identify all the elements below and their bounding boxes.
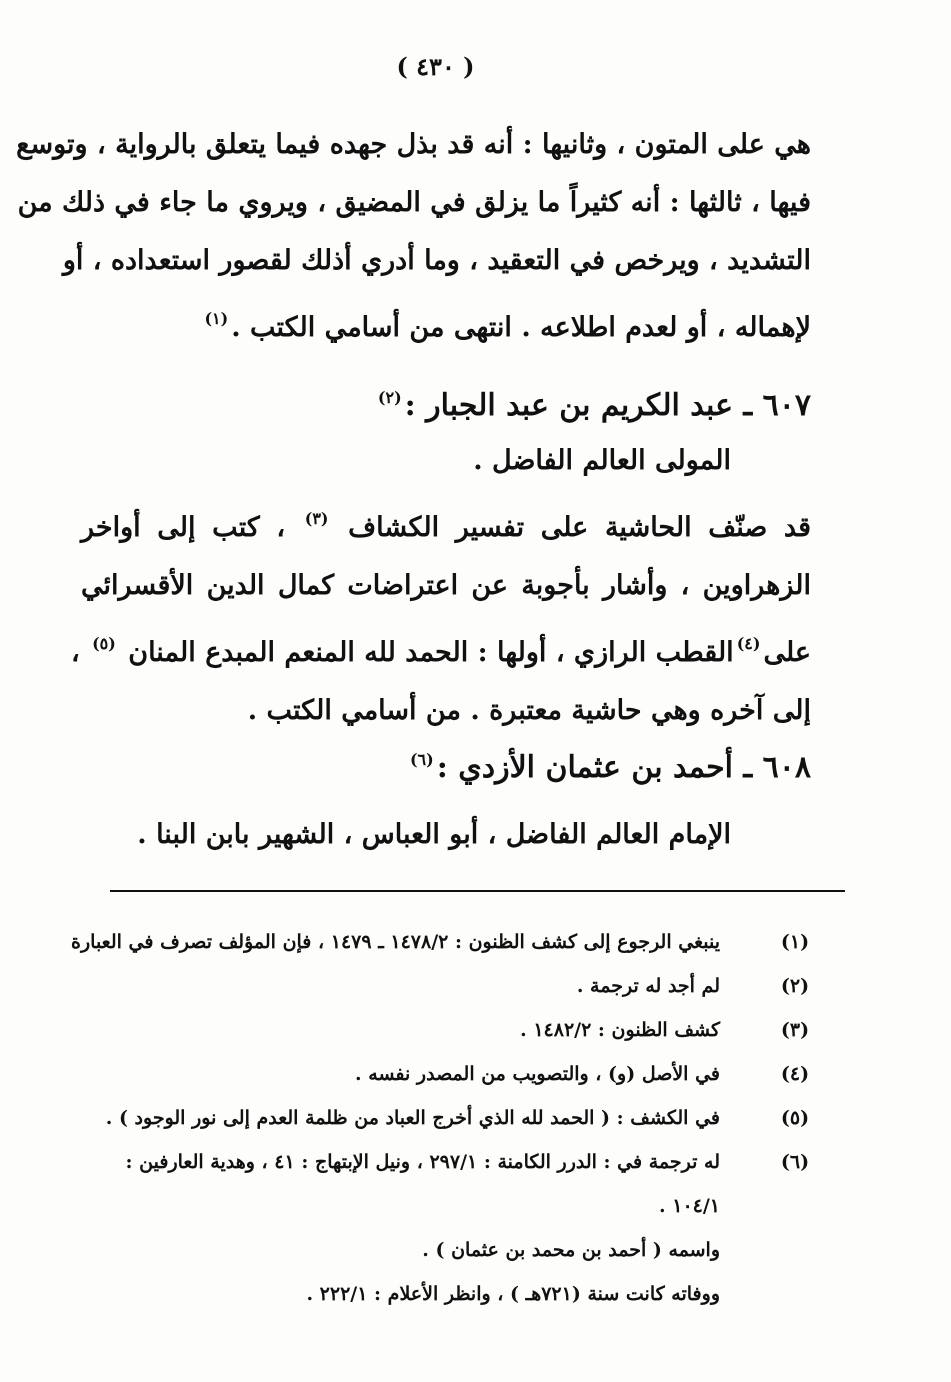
footnote-number: (٦) (780, 1151, 810, 1173)
footnote-text: كشف الظنون : ١٤٨٢/٢ . (520, 1019, 720, 1041)
footnote-divider (110, 890, 845, 892)
footnote-continuation: ووفاته كانت سنة (٧٢١هـ ) ، وانظر الأعلام : ٢٢٢/١ . (306, 1283, 720, 1305)
footnote-continuation: ١٠٤/١ . (659, 1195, 720, 1217)
intro-line: التشديد ، ويرخص في التعقيد ، وما أدري أذلك لقصور استعداده ، أو (62, 245, 811, 276)
footnote-item (55, 1096, 815, 1140)
entry-607-line: إلى آخره وهي حاشية معتبرة . من أسامي الكتب . (247, 695, 811, 726)
footnote-ref: (٥) (92, 634, 116, 653)
footnote-ref: (٢) (377, 388, 402, 407)
footnotes (55, 920, 815, 1316)
entry-607-line: قد صنّف الحاشية على تفسير الكشاف $^{(٣)}$ ، كتب إلى أواخر (81, 509, 812, 543)
footnote-ref: (٣) (304, 509, 329, 528)
footnote-ref: (٤) (736, 634, 761, 653)
footnote-item (55, 920, 815, 964)
footnote-continuation: واسمه ( أحمد بن محمد بن عثمان ) . (422, 1239, 720, 1261)
footnote-number: (٢) (780, 975, 810, 997)
entry-608-body (81, 806, 811, 864)
intro-paragraph (16, 116, 811, 357)
footnote-number: (٥) (780, 1107, 810, 1129)
entry-607-line: الزهراوين ، وأشار بأجوبة عن اعتراضات كمال الدين الأقسرائي (81, 570, 811, 601)
footnote-ref: (٦) (409, 750, 434, 769)
entry-608-heading (407, 750, 811, 785)
intro-line-last (81, 290, 811, 357)
intro-line: هي على المتون ، وثانيها : أنه قد بذل جهده فيما يتعلق بالرواية ، وتوسع (16, 129, 811, 160)
footnote-text: لم أجد له ترجمة . (576, 975, 720, 997)
footnote-text: ينبغي الرجوع إلى كشف الظنون : ١٤٧٨/٢ ـ ١٤٧٩ ، فإن المؤلف تصرف في العبارة (71, 931, 720, 953)
footnote-ref: (١) (204, 309, 229, 328)
footnote-item (55, 964, 815, 1008)
entry-608-line: الإمام العالم الفاضل ، أبو العباس ، الشهير بابن البنا . (137, 819, 731, 850)
entry-607-title: ٦٠٧ ـ عبد الكريم بن عبد الجبار : (404, 388, 811, 423)
entry-607-line: على$^{(٤)}$القطب الرازي ، أولها : الحمد لله المنعم المبدع المنان $^{(٥)}$ ، (70, 634, 811, 668)
footnote-item (55, 1140, 815, 1184)
footnote-number: (٤) (780, 1063, 810, 1085)
footnote-number: (١) (780, 931, 810, 953)
footnote-item (55, 1008, 815, 1052)
entry-607-heading (375, 388, 811, 423)
footnote-text: في الكشف : ( الحمد لله الذي أخرج العباد من ظلمة العدم إلى نور الوجود ) . (105, 1107, 720, 1129)
entry-607-line: المولى العالم الفاضل . (473, 445, 731, 476)
footnote-text: في الأصل (و) ، والتصويب من المصدر نفسه . (355, 1063, 720, 1085)
intro-line: لإهماله ، أو لعدم اطلاعه . انتهى من أسامي الكتب . (231, 312, 811, 343)
footnote-item (55, 1052, 815, 1096)
entry-608-title: ٦٠٨ ـ أحمد بن عثمان الأزدي : (436, 750, 811, 785)
page-number: ( ٤٣٠ ) (396, 52, 475, 81)
footnote-number: (٣) (780, 1019, 810, 1041)
intro-line: فيها ، ثالثها : أنه كثيراً ما يزلق في المضيق ، ويروي ما جاء في ذلك من (17, 187, 811, 218)
footnote-text: له ترجمة في : الدرر الكامنة : ٢٩٧/١ ، ونيل الإبتهاج : ٤١ ، وهدية العارفين : (125, 1151, 720, 1173)
entry-607-body (70, 432, 812, 740)
